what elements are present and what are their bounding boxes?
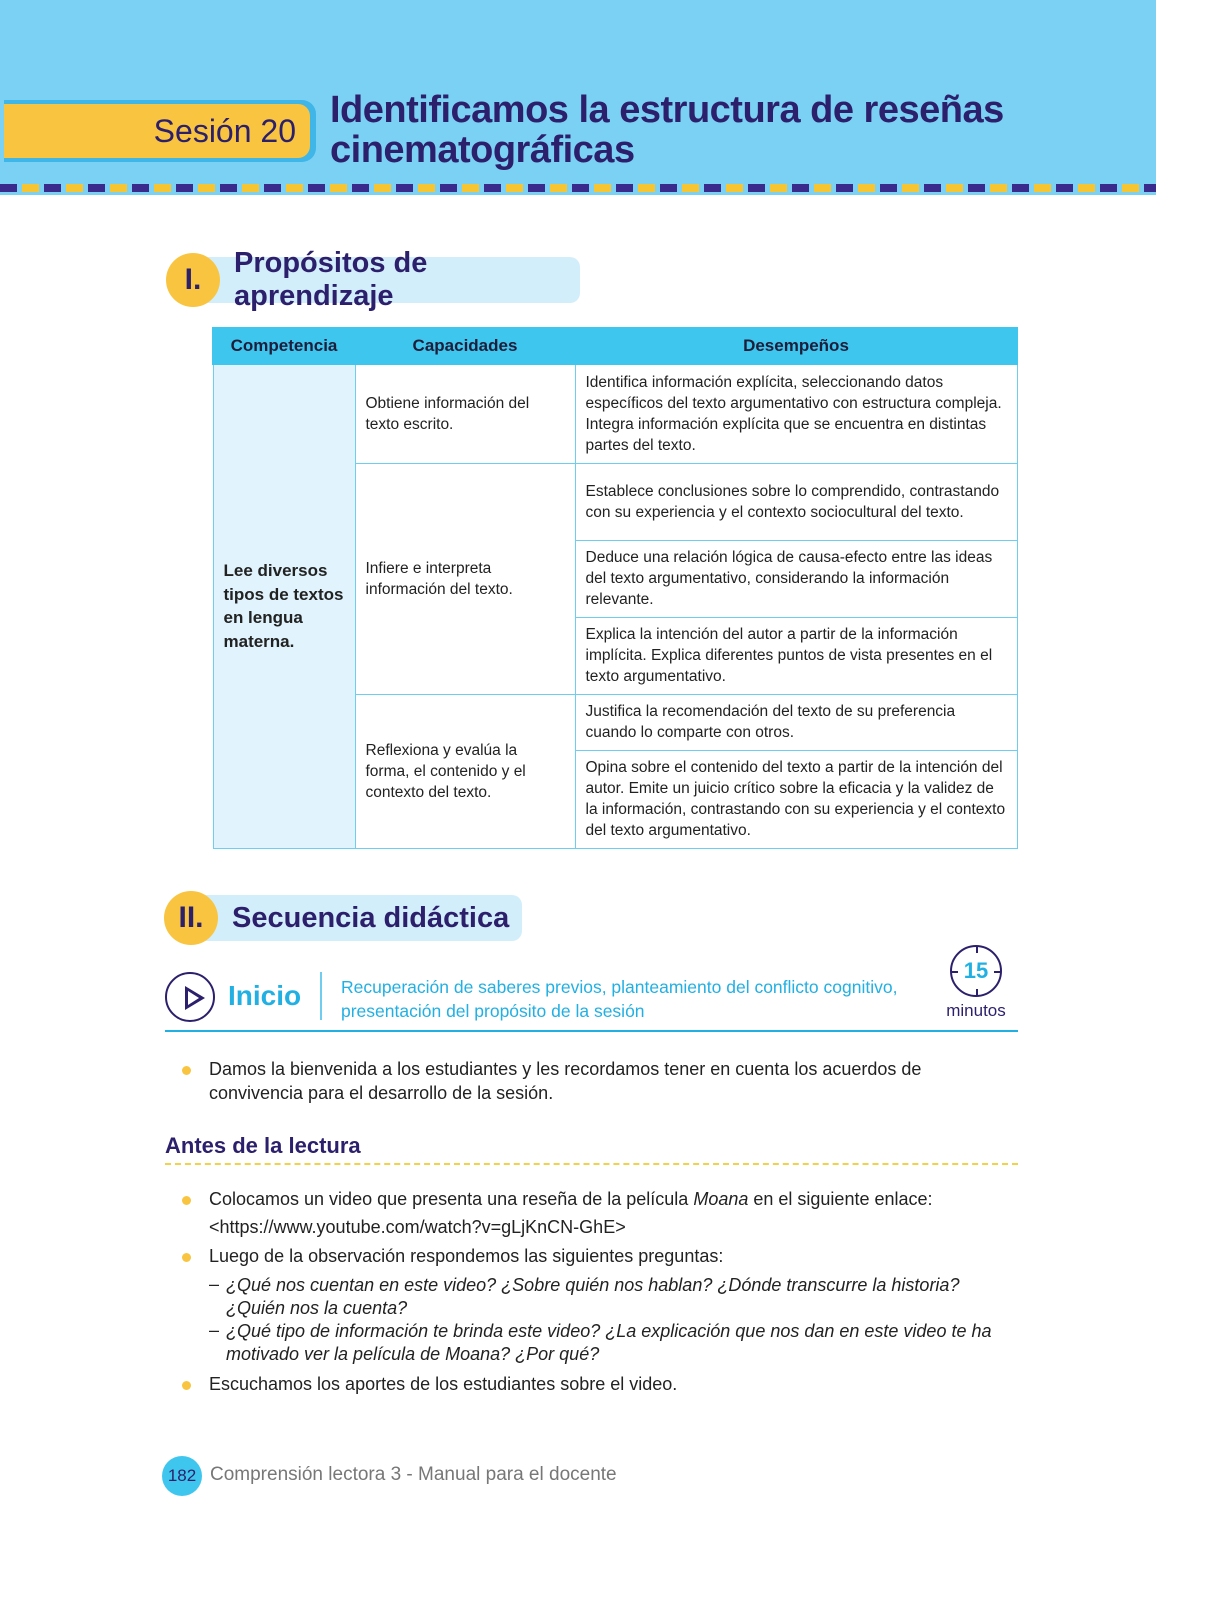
capacidad-cell: Infiere e interpreta información del texto. — [355, 463, 575, 694]
desempeno-cell: Establece conclusiones sobre lo comprendido, contrastando con su experiencia y el contexto sociocultural del texto. — [575, 463, 1017, 540]
list-item: Colocamos un video que presenta una reseña de la película Moana en el siguiente enlace: — [209, 1189, 933, 1209]
table-row — [213, 364, 1017, 463]
desempeno-cell: Deduce una relación lógica de causa-efecto entre las ideas del texto argumentativo, considerando la información relevante. — [575, 540, 1017, 617]
bullet-icon — [182, 1253, 191, 1262]
capacidad-cell: Obtiene información del texto escrito. — [355, 364, 575, 463]
inicio-label: Inicio — [228, 980, 302, 1011]
desempeno-cell: Identifica información explícita, seleccionando datos específicos del texto argumentativo con estructura compleja. Integra información explícita que se encuentra en distintas partes del texto. — [575, 364, 1017, 463]
divider — [320, 972, 322, 1020]
page-title: Identificamos la estructura de reseñas cinematográficas — [330, 89, 1004, 171]
subheading: Antes de la lectura — [165, 1133, 361, 1158]
section-heading-purposes — [196, 247, 580, 312]
section-number-badge: I. — [166, 253, 220, 307]
question-item: ¿Qué tipo de información te brinda este video? ¿La explicación que nos dan en este video te ha motivado ver la película de Moana? ¿Por qué? — [226, 1321, 992, 1364]
table-header-row — [213, 328, 1017, 364]
bullet-icon — [182, 1196, 191, 1205]
inicio-description: Recuperación de saberes previos, planteamiento del conflicto cognitivo, presentación del propósito de la sesión — [341, 977, 898, 1021]
bullet-icon — [182, 1381, 191, 1390]
play-icon — [165, 972, 215, 1022]
desempeno-cell: Justifica la recomendación del texto de su preferencia cuando lo comparte con otros. — [575, 694, 1017, 750]
question-item: ¿Qué nos cuentan en este video? ¿Sobre quién nos hablan? ¿Dónde transcurre la historia? ¿Quién nos la cuenta? — [226, 1275, 960, 1318]
capacidad-cell: Reflexiona y evalúa la forma, el contenido y el contexto del texto. — [355, 694, 575, 848]
desempeno-cell: Opina sobre el contenido del texto a partir de la intención del autor. Emite un juicio crítico sobre la eficacia y la validez de la información, contrastando con su experiencia y el contexto del texto argumentativo. — [575, 750, 1017, 848]
bullet-icon — [182, 1066, 191, 1075]
session-tab — [4, 104, 310, 158]
timer-icon — [950, 945, 1002, 997]
competencia-cell: Lee diversos tipos de textos en lengua materna. — [213, 364, 355, 848]
purposes-table — [212, 327, 1018, 849]
dash-marker: – — [209, 1320, 220, 1340]
column-header: Capacidades — [355, 328, 575, 364]
page-number: 182 — [162, 1456, 202, 1496]
section-heading-sequence — [194, 895, 522, 941]
dash-marker: – — [209, 1274, 220, 1294]
divider — [165, 1163, 1018, 1165]
section-title: Secuencia didáctica — [232, 901, 510, 934]
column-header: Competencia — [213, 328, 355, 364]
session-label: Sesión 20 — [153, 112, 296, 149]
divider — [165, 1030, 1018, 1032]
list-item: Damos la bienvenida a los estudiantes y les recordamos tener en cuenta los acuerdos de convivencia para el desarrollo de la sesión. — [209, 1059, 922, 1103]
timer-value: 15 — [963, 958, 989, 983]
desempeno-cell: Explica la intención del autor a partir de la información implícita. Explica diferentes puntos de vista presentes en el texto argumentativo. — [575, 617, 1017, 694]
column-header: Desempeños — [575, 328, 1017, 364]
timer-unit: minutos — [946, 1001, 1006, 1020]
section-number-badge: II. — [164, 891, 218, 945]
section-title: Propósitos de aprendizaje — [234, 247, 428, 312]
list-item: Luego de la observación respondemos las siguientes preguntas: — [209, 1246, 724, 1266]
footer-book-title: Comprensión lectora 3 - Manual para el docente — [210, 1464, 617, 1485]
video-link[interactable]: <https://www.youtube.com/watch?v=gLjKnCN-GhE> — [209, 1217, 626, 1237]
header-decorative-stripe — [0, 184, 1156, 192]
list-item: Escuchamos los aportes de los estudiantes sobre el video. — [209, 1374, 678, 1394]
